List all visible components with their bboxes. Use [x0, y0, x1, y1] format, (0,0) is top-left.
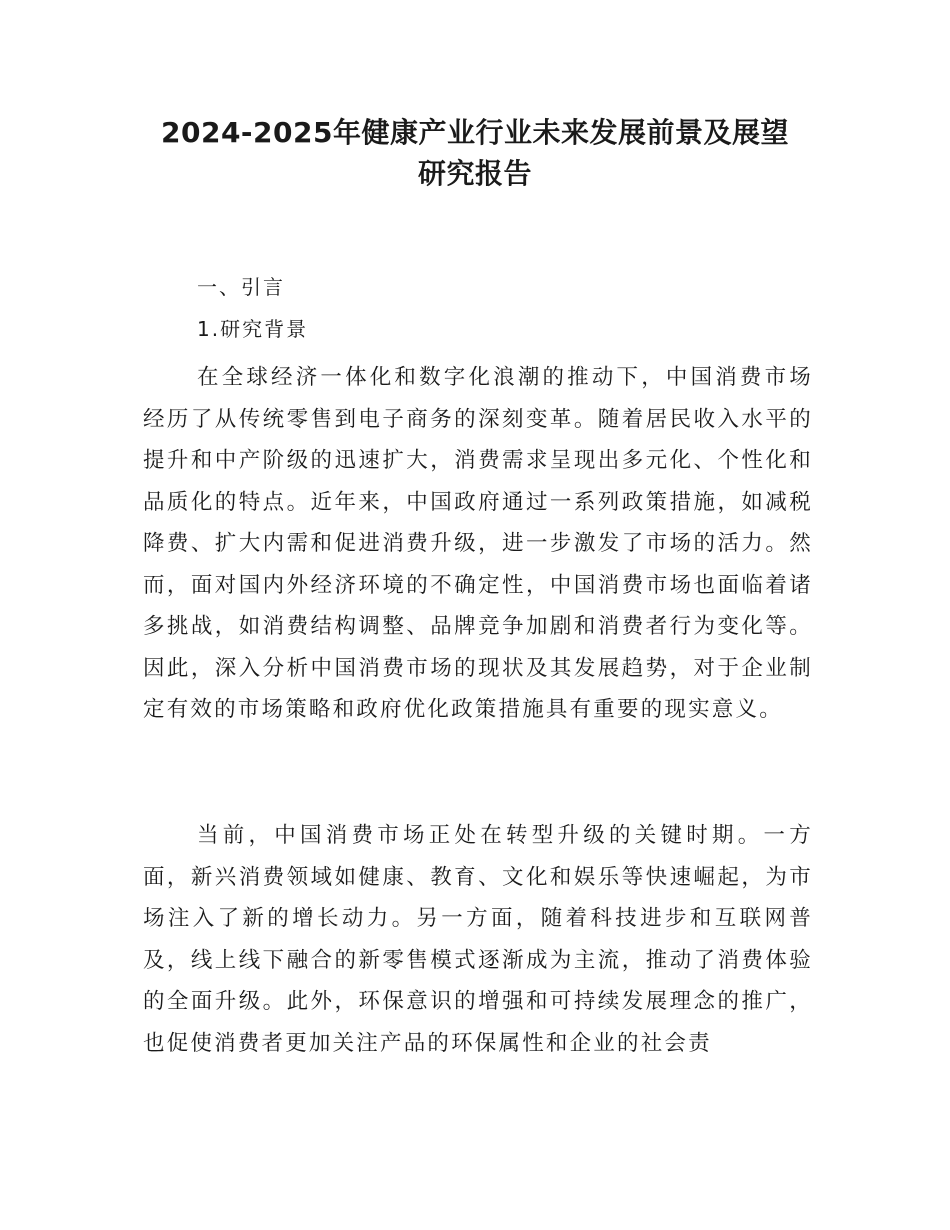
body-paragraph-1: 在全球经济一体化和数字化浪潮的推动下，中国消费市场经历了从传统零售到电子商务的深刻变革。随着居民收入水平的提升和中产阶级的迅速扩大，消费需求呈现出多元化、个性化和品质化的特点。近年来，中国政府通过一系列政策措施，如减税降费、扩大内需和促进消费升级，进一步激发了市场的活力。然而，面对国内外经济环境的不确定性，中国消费市场也面临着诸多挑战，如消费结构调整、品牌竞争加剧和消费者行为变化等。因此，深入分析中国消费市场的现状及其发展趋势，对于企业制定有效的市场策略和政府优化政策措施具有重要的现实意义。	[143, 365, 813, 722]
section-heading: 一、引言	[197, 275, 285, 299]
document-title-line-1: 2024-2025年健康产业行业未来发展前景及展望	[161, 116, 789, 149]
body-paragraph-2: 当前，中国消费市场正处在转型升级的关键时期。一方面，新兴消费领域如健康、教育、文化和娱乐等快速崛起，为市场注入了新的增长动力。另一方面，随着科技进步和互联网普及，线上线下融合的新零售模式逐渐成为主流，推动了消费体验的全面升级。此外，环保意识的增强和可持续发展理念的推广，也促使消费者更加关注产品的环保属性和企业的社会责	[143, 823, 813, 1056]
document-title-line-2: 研究报告	[417, 157, 532, 190]
subsection-heading: 1.研究背景	[197, 317, 309, 341]
